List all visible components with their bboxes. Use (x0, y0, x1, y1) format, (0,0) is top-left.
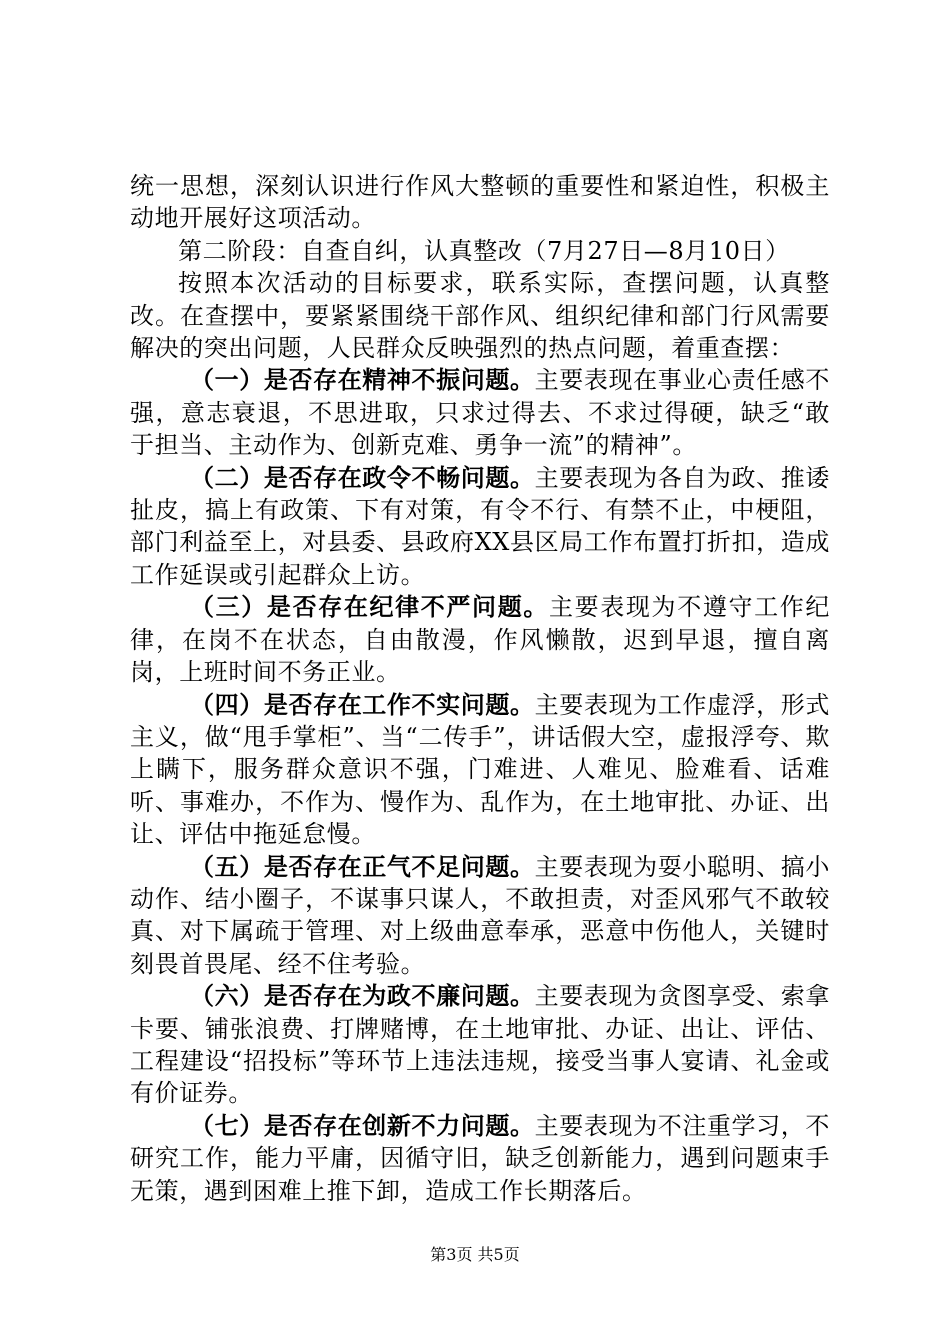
item-body: 主要表现为贪图享受、索拿卡要、铺张浪费、打牌赌博，在土地审批、办证、出让、评估、工程建设“招投标”等环节上违法违规，接受当事人宴请、礼金或有价证券。 (130, 982, 830, 1108)
stage-two-intro: 按照本次活动的目标要求，联系实际，查摆问题，认真整改。在查摆中，要紧紧围绕干部作风、组织纪律和部门行风需要解决的突出问题，人民群众反映强烈的热点问题，着重查摆： (130, 269, 830, 363)
item-body: 主要表现为不遵守工作纪律，在岗不在状态，自由散漫，作风懒散，迟到早退，擅自离岗，上班时间不务正业。 (130, 593, 830, 687)
item-body: 主要表现为不注重学习，不研究工作，能力平庸，因循守旧，缺乏创新能力，遇到问题束手无策，遇到困难上推下卸，造成工作长期落后。 (130, 1111, 830, 1205)
list-item (130, 689, 830, 851)
item-lead: （七）是否存在创新不力问题。 (190, 1111, 535, 1140)
item-lead: （四）是否存在工作不实问题。 (190, 690, 535, 719)
item-body: 主要表现在事业心责任感不强，意志衰退，不思进取，只求过得去、不求过得硬，缺乏“敢于担当、主动作为、创新克难、勇争一流”的精神”。 (130, 366, 830, 460)
item-body: 主要表现为耍小聪明、搞小动作、结小圈子，不谋事只谋人，不敢担责，对歪风邪气不敢较真、对下属疏于管理、对上级曲意奉承，恶意中伤他人，关键时刻畏首畏尾、经不住考验。 (130, 852, 830, 978)
list-item (130, 364, 830, 461)
item-lead: （六）是否存在为政不廉问题。 (190, 982, 535, 1011)
list-item (130, 980, 830, 1110)
page-footer (0, 1242, 950, 1265)
page-number: 第3页 共5页 (430, 1245, 520, 1264)
item-lead: （五）是否存在正气不足问题。 (190, 852, 535, 881)
item-lead: （三）是否存在纪律不严问题。 (190, 593, 549, 622)
document-body (130, 170, 830, 1207)
item-body: 主要表现为各自为政、推诿扯皮，搞上有政策、下有对策，有令不行、有禁不止，中梗阻，部门利益至上，对县委、县政府XX县区局工作布置打折扣，造成工作延误或引起群众上访。 (130, 463, 830, 589)
stage-two-heading: 第二阶段：自查自纠，认真整改（7月27日—8月10日） (178, 236, 790, 265)
item-lead: （一）是否存在精神不振问题。 (190, 366, 535, 395)
item-body: 主要表现为工作虚浮，形式主义，做“甩手掌柜”、当“二传手”，讲话假大空，虚报浮夸、欺上瞒下，服务群众意识不强，门难进、人难见、脸难看、话难听、事难办，不作为、慢作为、乱作为，在土地审批、办证、出让、评估中拖延怠慢。 (130, 690, 830, 849)
paragraph-intro: 统一思想，深刻认识进行作风大整顿的重要性和紧迫性，积极主动地开展好这项活动。 (130, 172, 830, 233)
list-item (130, 591, 830, 688)
list-item (130, 462, 830, 592)
item-lead: （二）是否存在政令不畅问题。 (190, 463, 535, 492)
list-item (130, 1110, 830, 1207)
list-item (130, 851, 830, 981)
